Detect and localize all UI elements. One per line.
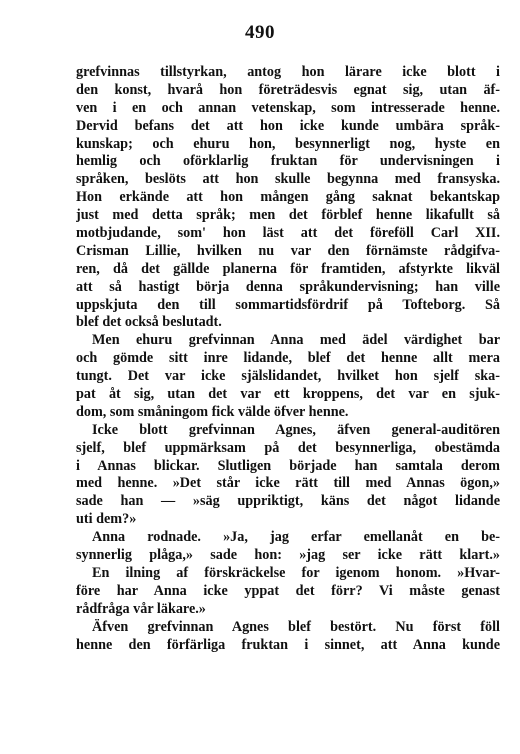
text-line: En ilning af förskräckelse for igenom honom. »Hvar- (92, 564, 500, 581)
text-line: Icke blott grefvinnan Agnes, äfven general-auditören (92, 421, 500, 438)
text-line: uppskjuta den till sommartidsfördrif på Tofteborg. Så (76, 296, 500, 313)
text-line: tungt. Det var icke själslidandet, hvilket hon sjelf ska- (76, 368, 500, 385)
text-line: kunskap; och ehuru hon, besynnerligt nog, hyste en (76, 135, 500, 152)
text-line: före har Anna icke yppat det förr? Vi måste genast (76, 582, 500, 599)
text-line: språken, beslöts att hon skulle begynna med fransyska. (76, 171, 500, 188)
body-text (76, 64, 500, 654)
text-line: den konst, hvarå hon företrädesvis egnat sig, utan äf- (76, 81, 500, 98)
text-line: henne den förfärliga fruktan i sinnet, att Anna kunde (76, 636, 500, 653)
text-line: sade han — »säg uppriktigt, käns det något lidande (76, 493, 500, 510)
text-line: med henne. »Det står icke rätt till med Annas ögon,» (76, 475, 500, 492)
text-line: dom, som småningom fick välde öfver henne. (76, 403, 349, 420)
text-line: just med detta språk; men det förblef henne likafullt så (76, 207, 500, 224)
page-number: 490 (245, 22, 275, 43)
text-line: Äfven grefvinnan Agnes blef bestört. Nu först föll (92, 618, 500, 635)
text-line: Crisman Lillie, hvilken nu var den förnämste rådgifva- (76, 242, 500, 259)
text-line: Men ehuru grefvinnan Anna med ädel värdighet bar (92, 332, 500, 349)
text-line: blef det också beslutadt. (76, 314, 222, 331)
text-line: synnerlig plåga,» sade hon: »jag ser icke rätt klart.» (76, 547, 500, 564)
text-line: i Annas blickar. Slutligen började han samtala derom (76, 457, 500, 474)
text-line: att så hastigt börja denna språkundervisning; han ville (76, 278, 500, 295)
text-line: sjelf, blef uppmärksam på det besynnerliga, obestämda (76, 439, 500, 456)
text-line: ven i en och annan vetenskap, som intresserade henne. (76, 99, 500, 116)
text-line: Anna rodnade. »Ja, jag erfar emellanåt en be- (92, 529, 500, 546)
text-line: Dervid befans det att hon icke kunde umbära språk- (76, 117, 500, 134)
text-line: pat åt sig, utan det var ett kroppens, det var en sjuk- (76, 386, 500, 403)
text-line: hemlig och oförklarlig fruktan för undervisningen i (76, 153, 500, 170)
text-line: rådfråga vår läkare.» (76, 600, 206, 617)
text-line: och gömde sitt inre lidande, blef det henne allt mera (76, 350, 500, 367)
text-line: ren, då det gällde planerna för framtiden, afstyrkte likväl (76, 260, 500, 277)
text-line: grefvinnas tillstyrkan, antog hon lärare icke blott i (76, 64, 500, 80)
text-line: Hon erkände att hon mången gång saknat bekantskap (76, 189, 500, 206)
text-line: uti dem?» (76, 511, 137, 528)
text-line: motbjudande, som' hon läst att det föreföll Carl XII. (76, 225, 500, 242)
